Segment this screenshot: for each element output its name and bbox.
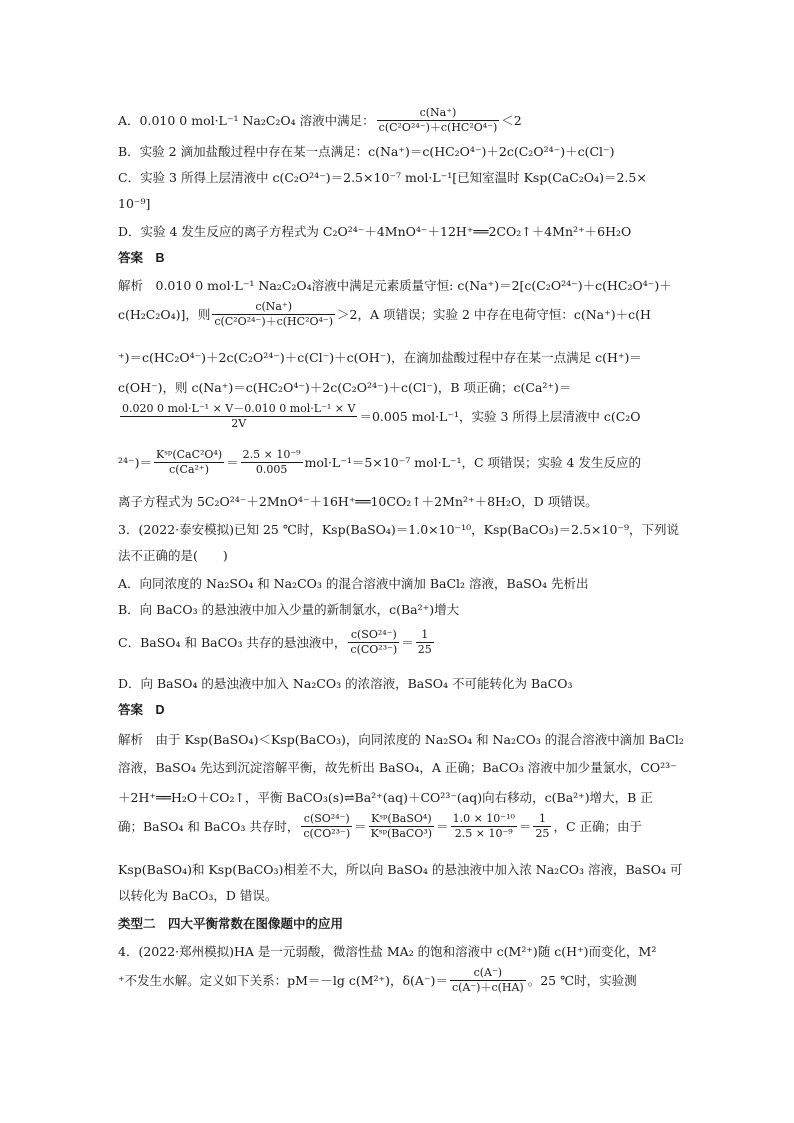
- explanation-2-line7: 离子方程式为 5C₂O²⁴⁻＋2MnO⁴⁻＋16H⁺══10CO₂↑＋2Mn²⁺＋8H₂O，D 项错误。: [118, 494, 598, 509]
- fraction: $\frac{\text{Kˢᵖ(CaC²O⁴)}}{\text{c(Ca²⁺)}}$: [156, 448, 223, 476]
- option-2c: C．实验 3 所得上层清液中 c(C₂O²⁴⁻)＝2.5×10⁻⁷ mol·L⁻¹[已知室温时 Ksp(CaC₂O₄)＝2.5×: [118, 170, 647, 185]
- fraction: $\frac{\text{c(SO²⁴⁻)}}{\text{c(CO²³⁻)}}$: [350, 628, 398, 656]
- explanation-3-line1: 解析 由于 Ksp(BaSO₄)＜Ksp(BaCO₃)，向同浓度的 Na₂SO₄ 和 Na₂CO₃ 的混合溶液中滴加 BaCl₂: [118, 732, 684, 747]
- explanation-2-line2: c(H₂C₂O₄)]，则 $\frac{c(Na^+)}{\text{c(C²O²⁴⁻)＋c(HC²O⁴⁻)}}$ ＞2，A 项错误；实验 2 中存在电荷守恒：c(Na⁺)＋c(H: [118, 300, 651, 328]
- section-heading: 类型二 四大平衡常数在图像题中的应用: [118, 917, 344, 931]
- fraction: $\frac{1}{25}$: [535, 812, 550, 840]
- question-4: 4．(2022·郑州模拟)HA 是一元弱酸，微溶性盐 MA₂ 的饱和溶液中 c(M²⁺)随 c(H⁺)而变化，M²: [118, 944, 657, 959]
- explanation-3-line2: 溶液，BaSO₄ 先达到沉淀溶解平衡，故先析出 BaSO₄，A 正确；BaCO₃ 溶液中加少量氯水，CO²³⁻: [118, 760, 677, 775]
- option-2b: B．实验 2 滴加盐酸过程中存在某一点满足：c(Na⁺)＝c(HC₂O⁴⁻)＋2c(C₂O²⁴⁻)＋c(Cl⁻): [118, 144, 615, 159]
- question-3-cont: 法不正确的是( ): [118, 548, 228, 563]
- explanation-2-line5: $\frac{\text{0.020 0 mol·L⁻¹ × V－0.010 0 mol·L⁻¹ × V}}{2V}$ ＝0.005 mol·L⁻¹，实验 3 所得上层清液中 c(C₂O: [122, 402, 641, 430]
- option-2d: D．实验 4 发生反应的离子方程式为 C₂O²⁴⁻＋4MnO⁴⁻＋12H⁺══2CO₂↑＋4Mn²⁺＋6H₂O: [118, 224, 632, 239]
- explanation-2-line3: ⁺)＝c(HC₂O⁴⁻)＋2c(C₂O²⁴⁻)＋c(Cl⁻)＋c(OH⁻)，在滴加盐酸过程中存在某一点满足 c(H⁺)＝: [118, 350, 642, 365]
- explanation-2-line1: 解析 0.010 0 mol·L⁻¹ Na₂C₂O₄溶液中满足元素质量守恒: c(Na⁺)＝2[c(C₂O²⁴⁻)＋c(HC₂O⁴⁻)＋: [118, 278, 672, 293]
- option-3d: D．向 BaSO₄ 的悬浊液中加入 Na₂CO₃ 的浓溶液，BaSO₄ 不可能转化为 BaCO₃: [118, 676, 573, 691]
- question-4-cont: ⁺不发生水解。定义如下关系：pM＝－lg c(M²⁺)，δ(A⁻)＝ $\frac{c(A^-)}{c(A^-)+c(HA)}$ 。25 ℃时，实验测: [118, 966, 637, 994]
- fraction: $\frac{c(Na^+)}{\text{c(C²O²⁴⁻)＋c(HC²O⁴⁻)}}$: [214, 300, 334, 328]
- explanation-3-line4: 确；BaSO₄ 和 BaCO₃ 共存时， $\frac{\text{c(SO²⁴⁻)}}{\text{c(CO²³⁻)}}$ ＝ $\frac{\text{Kˢᵖ(BaSO⁴)}}{\text{Kˢᵖ(BaCO³)}}$ ＝ $\frac{\text{1.0 × 10⁻¹⁰}}{\text{2.5 × 10⁻⁹}}$ ＝ $\frac{1}{25}$ ，C 正确；由于: [118, 812, 642, 840]
- option-3c: C．BaSO₄ 和 BaCO₃ 共存的悬浊液中， $\frac{\text{c(SO²⁴⁻)}}{\text{c(CO²³⁻)}}$ ＝ $\frac{1}{25}$: [118, 628, 432, 656]
- option-2a: A．0.010 0 mol·L⁻¹ Na₂C₂O₄ 溶液中满足： $\frac{c(Na^+)}{\text{c(C²O²⁴⁻)＋c(HC²O⁴⁻)}}$ ＜2: [118, 106, 522, 134]
- explanation-3-line5: Ksp(BaSO₄)和 Ksp(BaCO₃)相差不大，所以向 BaSO₄ 的悬浊液中加入浓 Na₂CO₃ 溶液，BaSO₄ 可: [118, 862, 683, 877]
- fraction: $\frac{\text{0.020 0 mol·L⁻¹ × V－0.010 0 mol·L⁻¹ × V}}{2V}$: [122, 402, 356, 430]
- fraction: $\frac{\text{c(SO²⁴⁻)}}{\text{c(CO²³⁻)}}$: [303, 812, 351, 840]
- option-3b: B．向 BaCO₃ 的悬浊液中加入少量的新制氯水，c(Ba²⁺)增大: [118, 602, 460, 617]
- fraction: $\frac{\text{2.5 × 10⁻⁹}}{0.005}$: [242, 448, 301, 476]
- explanation-3-line3: ＋2H⁺══H₂O＋CO₂↑，平衡 BaCO₃(s)⇌Ba²⁺(aq)＋CO²³⁻(aq)向右移动，c(Ba²⁺)增大，B 正: [118, 790, 653, 805]
- explanation-2-line6: ²⁴⁻)＝ $\frac{\text{Kˢᵖ(CaC²O⁴)}}{\text{c(Ca²⁺)}}$ ＝ $\frac{\text{2.5 × 10⁻⁹}}{0.005}$ mol·L⁻¹＝5×10⁻⁷ mol·L⁻¹，C 项错误；实验 4 发生反应的: [118, 448, 641, 476]
- fraction: $\frac{\text{1.0 × 10⁻¹⁰}}{\text{2.5 × 10⁻⁹}}$: [452, 812, 515, 840]
- fraction: $\frac{c(Na^+)}{\text{c(C²O²⁴⁻)＋c(HC²O⁴⁻)}}$: [378, 106, 498, 134]
- explanation-2-line4: c(OH⁻)，则 c(Na⁺)＝c(HC₂O⁴⁻)＋2c(C₂O²⁴⁻)＋c(Cl⁻)，B 项正确；c(Ca²⁺)＝: [118, 380, 572, 395]
- option-2c-cont: 10⁻⁹]: [118, 196, 151, 211]
- fraction: $\frac{c(A^-)}{c(A^-)+c(HA)}$: [451, 966, 524, 994]
- answer-2: 答案 B: [118, 251, 165, 265]
- fraction: $\frac{\text{Kˢᵖ(BaSO⁴)}}{\text{Kˢᵖ(BaCO³)}}$: [370, 812, 433, 840]
- explanation-3-line6: 以转化为 BaCO₃，D 错误。: [118, 888, 278, 903]
- option-3a: A．向同浓度的 Na₂SO₄ 和 Na₂CO₃ 的混合溶液中滴加 BaCl₂ 溶液，BaSO₄ 先析出: [118, 576, 589, 591]
- answer-3: 答案 D: [118, 703, 165, 717]
- question-3: 3．(2022·泰安模拟)已知 25 ℃时，Ksp(BaSO₄)＝1.0×10⁻¹⁰，Ksp(BaCO₃)＝2.5×10⁻⁹，下列说: [118, 522, 680, 537]
- fraction: $\frac{1}{25}$: [417, 628, 432, 656]
